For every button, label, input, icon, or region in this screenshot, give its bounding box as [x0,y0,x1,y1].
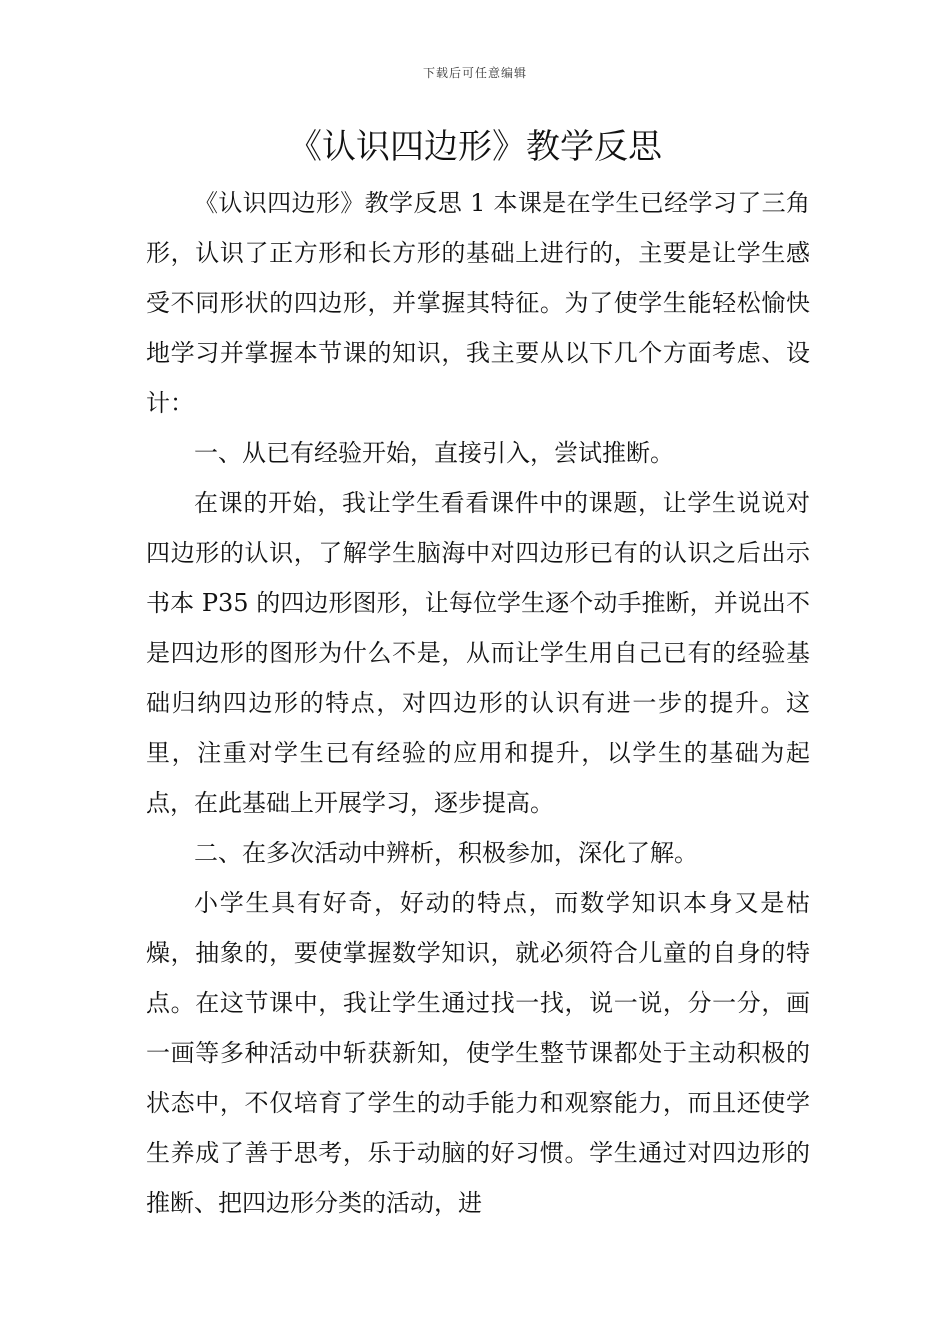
document-body [146,178,810,1228]
header-note: 下载后可任意编辑 [422,66,527,80]
page-title: 《认识四边形》教学反思 [288,127,662,167]
paragraph-section-2-heading: 二、在多次活动中辨析，积极参加，深化了解。 [194,839,698,867]
paragraph-section-1-body: 在课的开始，我让学生看看课件中的课题，让学生说说对四边形的认识，了解学生脑海中对四边形已有的认识之后出示书本 P35 的四边形图形，让每位学生逐个动手推断，并说出不是四边形的图形为什么不是，从而让学生用自己已有的经验基础归纳四边形的特点，对四边形的认识有进一步的提升。这里，注重对学生已有经验的应用和提升，以学生的基础为起点，在此基础上开展学习，逐步提高。 [146,489,810,817]
paragraph-section-2-body: 小学生具有好奇，好动的特点，而数学知识本身又是枯燥，抽象的，要使掌握数学知识，就必须符合儿童的自身的特点。在这节课中，我让学生通过找一找，说一说，分一分，画一画等多种活动中斩获新知，使学生整节课都处于主动积极的状态中，不仅培育了学生的动手能力和观察能力，而且还使学生养成了善于思考，乐于动脑的好习惯。学生通过对四边形的推断、把四边形分类的活动，进 [146,889,810,1217]
paragraph-intro: 《认识四边形》教学反思 1 本课是在学生已经学习了三角形，认识了正方形和长方形的基础上进行的，主要是让学生感受不同形状的四边形，并掌握其特征。为了使学生能轻松愉快地学习并掌握本节课的知识，我主要从以下几个方面考虑、设计： [146,189,810,417]
paragraph-section-1-heading: 一、从已有经验开始，直接引入，尝试推断。 [194,439,674,467]
